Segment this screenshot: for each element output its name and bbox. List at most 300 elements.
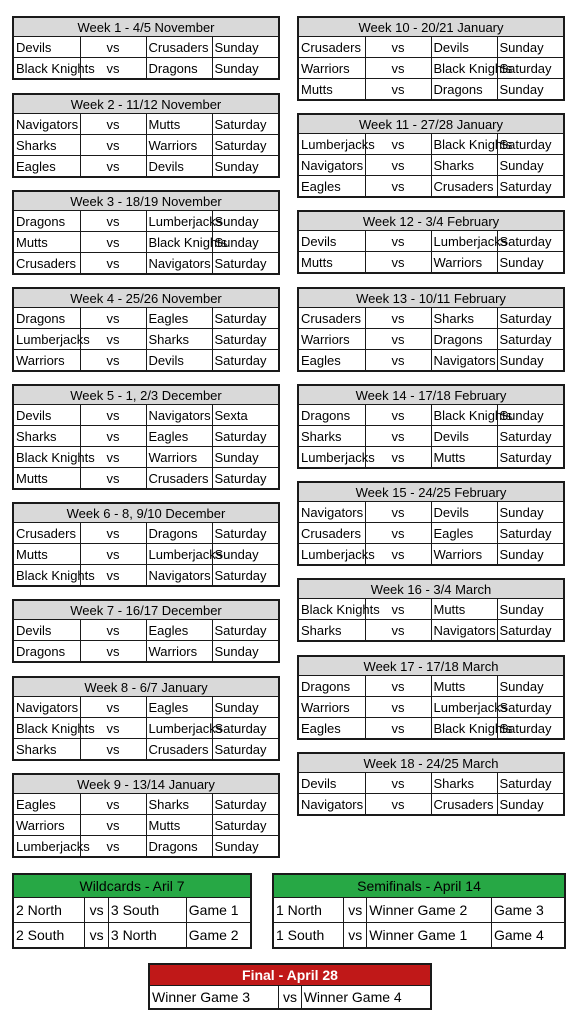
away-team: Mutts — [431, 447, 497, 468]
vs-label: vs — [80, 641, 146, 662]
vs-label: vs — [80, 253, 146, 274]
game-row — [299, 599, 563, 620]
home-team: 1 South — [274, 923, 344, 948]
block-title: Week 12 - 3/4 February — [299, 212, 563, 231]
block-title: Week 1 - 4/5 November — [14, 18, 278, 37]
day-label: Saturday — [212, 739, 278, 760]
away-team: Lumberjacks — [146, 544, 212, 565]
vs-label: vs — [365, 502, 431, 523]
day-label: Sunday — [497, 405, 563, 426]
game-row — [274, 898, 564, 923]
vs-label: vs — [80, 836, 146, 857]
week-18-table — [297, 752, 565, 816]
game-row — [14, 329, 278, 350]
vs-label: vs — [80, 718, 146, 739]
day-label: Saturday — [212, 329, 278, 350]
day-label: Game 3 — [491, 898, 564, 923]
away-team: Sharks — [146, 794, 212, 815]
vs-label: vs — [365, 405, 431, 426]
block-title: Week 16 - 3/4 March — [299, 580, 563, 599]
semifinals-table — [272, 873, 566, 949]
block-title: Semifinals - April 14 — [274, 875, 564, 898]
away-team: Dragons — [431, 79, 497, 100]
day-label: Saturday — [497, 447, 563, 468]
day-label: Saturday — [212, 114, 278, 135]
vs-label: vs — [80, 58, 146, 79]
home-team: Crusaders — [14, 253, 80, 274]
away-team: Winner Game 2 — [367, 898, 492, 923]
day-label: Saturday — [497, 523, 563, 544]
block-title: Week 7 - 16/17 December — [14, 601, 278, 620]
away-team: Crusaders — [431, 176, 497, 197]
week-3-table — [12, 190, 280, 275]
game-row — [14, 253, 278, 274]
home-team: Crusaders — [299, 523, 365, 544]
vs-label: vs — [365, 79, 431, 100]
home-team: Black Knights — [14, 565, 80, 586]
vs-label: vs — [365, 58, 431, 79]
day-label: Sunday — [212, 232, 278, 253]
day-label: Sunday — [497, 37, 563, 58]
home-team: Warriors — [14, 815, 80, 836]
block-title: Wildcards - Aril 7 — [14, 875, 250, 898]
game-row — [14, 156, 278, 177]
week-8-table — [12, 676, 280, 761]
game-row — [299, 447, 563, 468]
vs-label: vs — [80, 211, 146, 232]
away-team: Warriors — [431, 252, 497, 273]
day-label: Sunday — [497, 350, 563, 371]
home-team: Warriors — [299, 697, 365, 718]
home-team: Mutts — [14, 468, 80, 489]
home-team: Eagles — [299, 176, 365, 197]
block-title: Week 5 - 1, 2/3 December — [14, 386, 278, 405]
away-team: Lumberjacks — [431, 697, 497, 718]
game-row — [274, 923, 564, 948]
game-row — [299, 79, 563, 100]
away-team: Lumberjacks — [146, 718, 212, 739]
vs-label: vs — [365, 523, 431, 544]
game-row — [14, 135, 278, 156]
home-team: 1 North — [274, 898, 344, 923]
day-label: Saturday — [497, 697, 563, 718]
game-row — [14, 114, 278, 135]
week-15-table — [297, 481, 565, 566]
week-16-table — [297, 578, 565, 642]
away-team: Black Knights — [431, 405, 497, 426]
home-team: Devils — [299, 231, 365, 252]
vs-label: vs — [365, 426, 431, 447]
block-title: Week 13 - 10/11 February — [299, 289, 563, 308]
away-team: Black Knights — [431, 58, 497, 79]
away-team: Winner Game 4 — [301, 986, 430, 1009]
vs-label: vs — [80, 135, 146, 156]
day-label: Saturday — [497, 718, 563, 739]
game-row — [14, 794, 278, 815]
game-row — [299, 37, 563, 58]
home-team: 2 South — [14, 923, 85, 948]
week-9-table — [12, 773, 280, 858]
day-label: Sunday — [497, 155, 563, 176]
game-row — [299, 718, 563, 739]
vs-label: vs — [365, 620, 431, 641]
game-row — [14, 37, 278, 58]
vs-label: vs — [85, 898, 109, 923]
away-team: Eagles — [146, 308, 212, 329]
vs-label: vs — [365, 350, 431, 371]
away-team: Mutts — [146, 114, 212, 135]
day-label: Saturday — [212, 468, 278, 489]
home-team: Black Knights — [299, 599, 365, 620]
game-row — [14, 544, 278, 565]
game-row — [14, 426, 278, 447]
day-label: Sunday — [497, 676, 563, 697]
away-team: Warriors — [431, 544, 497, 565]
home-team: Warriors — [14, 350, 80, 371]
away-team: Navigators — [146, 565, 212, 586]
home-team: Dragons — [14, 641, 80, 662]
game-row — [14, 308, 278, 329]
home-team: Mutts — [14, 544, 80, 565]
home-team: Warriors — [299, 58, 365, 79]
week-4-table — [12, 287, 280, 372]
day-label: Saturday — [497, 426, 563, 447]
day-label: Saturday — [212, 815, 278, 836]
vs-label: vs — [80, 815, 146, 836]
away-team: Crusaders — [146, 739, 212, 760]
vs-label: vs — [365, 155, 431, 176]
game-row — [299, 523, 563, 544]
home-team: Devils — [299, 773, 365, 794]
home-team: Devils — [14, 37, 80, 58]
game-row — [14, 739, 278, 760]
game-row — [299, 58, 563, 79]
game-row — [299, 350, 563, 371]
week-14-table — [297, 384, 565, 469]
game-row — [299, 794, 563, 815]
away-team: Dragons — [431, 329, 497, 350]
day-label: Saturday — [497, 231, 563, 252]
home-team: Lumberjacks — [299, 544, 365, 565]
game-row — [299, 426, 563, 447]
day-label: Saturday — [497, 329, 563, 350]
home-team: Lumberjacks — [299, 447, 365, 468]
home-team: Dragons — [299, 405, 365, 426]
game-row — [14, 641, 278, 662]
block-title: Week 15 - 24/25 February — [299, 483, 563, 502]
game-row — [14, 447, 278, 468]
day-label: Saturday — [212, 523, 278, 544]
vs-label: vs — [344, 923, 367, 948]
away-team: Mutts — [146, 815, 212, 836]
away-team: Sharks — [431, 308, 497, 329]
home-team: Crusaders — [14, 523, 80, 544]
day-label: Saturday — [212, 794, 278, 815]
game-row — [299, 308, 563, 329]
day-label: Saturday — [212, 253, 278, 274]
vs-label: vs — [344, 898, 367, 923]
away-team: Eagles — [431, 523, 497, 544]
block-title: Week 4 - 25/26 November — [14, 289, 278, 308]
vs-label: vs — [80, 697, 146, 718]
vs-label: vs — [80, 620, 146, 641]
game-row — [14, 523, 278, 544]
away-team: Eagles — [146, 620, 212, 641]
away-team: Navigators — [431, 620, 497, 641]
game-row — [14, 620, 278, 641]
away-team: Black Knights — [146, 232, 212, 253]
away-team: Black Knights — [431, 134, 497, 155]
away-team: Devils — [431, 37, 497, 58]
home-team: Crusaders — [299, 308, 365, 329]
home-team: Black Knights — [14, 58, 80, 79]
day-label: Sunday — [497, 252, 563, 273]
game-row — [299, 773, 563, 794]
day-label: Game 2 — [186, 923, 250, 948]
day-label: Sunday — [212, 211, 278, 232]
home-team: Lumberjacks — [299, 134, 365, 155]
home-team: Lumberjacks — [14, 329, 80, 350]
home-team: Navigators — [299, 502, 365, 523]
home-team: Lumberjacks — [14, 836, 80, 857]
away-team: Mutts — [431, 599, 497, 620]
game-row — [299, 405, 563, 426]
game-row — [14, 468, 278, 489]
day-label: Saturday — [497, 308, 563, 329]
day-label: Sunday — [212, 544, 278, 565]
home-team: Dragons — [299, 676, 365, 697]
vs-label: vs — [365, 176, 431, 197]
away-team: Eagles — [146, 697, 212, 718]
away-team: Sharks — [431, 773, 497, 794]
game-row — [14, 923, 250, 948]
block-title: Week 3 - 18/19 November — [14, 192, 278, 211]
week-5-table — [12, 384, 280, 490]
away-team: Navigators — [146, 253, 212, 274]
away-team: 3 South — [108, 898, 186, 923]
block-title: Week 8 - 6/7 January — [14, 678, 278, 697]
block-title: Week 6 - 8, 9/10 December — [14, 504, 278, 523]
away-team: Navigators — [146, 405, 212, 426]
block-title: Week 2 - 11/12 November — [14, 95, 278, 114]
away-team: Sharks — [146, 329, 212, 350]
home-team: Sharks — [299, 426, 365, 447]
game-row — [299, 697, 563, 718]
vs-label: vs — [80, 468, 146, 489]
away-team: Navigators — [431, 350, 497, 371]
home-team: Sharks — [14, 135, 80, 156]
game-row — [14, 898, 250, 923]
home-team: Navigators — [299, 794, 365, 815]
away-team: Devils — [431, 502, 497, 523]
day-label: Saturday — [212, 718, 278, 739]
game-row — [299, 329, 563, 350]
vs-label: vs — [80, 37, 146, 58]
vs-label: vs — [365, 308, 431, 329]
day-label: Sunday — [212, 836, 278, 857]
game-row — [14, 718, 278, 739]
week-7-table — [12, 599, 280, 663]
home-team: Mutts — [14, 232, 80, 253]
day-label: Sunday — [497, 79, 563, 100]
day-label: Sunday — [212, 641, 278, 662]
day-label: Saturday — [212, 565, 278, 586]
day-label: Sunday — [212, 37, 278, 58]
vs-label: vs — [279, 986, 301, 1009]
game-row — [14, 58, 278, 79]
block-title: Week 10 - 20/21 January — [299, 18, 563, 37]
day-label: Sexta — [212, 405, 278, 426]
home-team: Mutts — [299, 252, 365, 273]
day-label: Saturday — [497, 620, 563, 641]
game-row — [14, 565, 278, 586]
day-label: Saturday — [212, 135, 278, 156]
home-team: Black Knights — [14, 447, 80, 468]
vs-label: vs — [80, 523, 146, 544]
vs-label: vs — [365, 329, 431, 350]
home-team: Devils — [14, 405, 80, 426]
away-team: Warriors — [146, 135, 212, 156]
vs-label: vs — [80, 426, 146, 447]
away-team: Warriors — [146, 447, 212, 468]
vs-label: vs — [365, 794, 431, 815]
block-title: Week 18 - 24/25 March — [299, 754, 563, 773]
away-team: Dragons — [146, 836, 212, 857]
game-row — [299, 134, 563, 155]
vs-label: vs — [365, 544, 431, 565]
home-team: Navigators — [14, 697, 80, 718]
away-team: Black Knights — [431, 718, 497, 739]
away-team: Crusaders — [146, 468, 212, 489]
vs-label: vs — [80, 308, 146, 329]
away-team: Mutts — [431, 676, 497, 697]
game-row — [299, 176, 563, 197]
away-team: Winner Game 1 — [367, 923, 492, 948]
away-team: Devils — [146, 156, 212, 177]
day-label: Saturday — [497, 176, 563, 197]
vs-label: vs — [80, 544, 146, 565]
home-team: Dragons — [14, 308, 80, 329]
game-row — [299, 252, 563, 273]
block-title: Week 14 - 17/18 February — [299, 386, 563, 405]
vs-label: vs — [365, 773, 431, 794]
week-11-table — [297, 113, 565, 198]
vs-label: vs — [365, 447, 431, 468]
week-1-table — [12, 16, 280, 80]
game-row — [299, 676, 563, 697]
day-label: Saturday — [497, 773, 563, 794]
day-label: Saturday — [212, 620, 278, 641]
home-team: Eagles — [299, 718, 365, 739]
vs-label: vs — [365, 697, 431, 718]
day-label: Sunday — [497, 599, 563, 620]
home-team: Eagles — [299, 350, 365, 371]
home-team: Navigators — [299, 155, 365, 176]
game-row — [299, 544, 563, 565]
home-team: Warriors — [299, 329, 365, 350]
vs-label: vs — [80, 739, 146, 760]
home-team: Mutts — [299, 79, 365, 100]
day-label: Saturday — [212, 350, 278, 371]
game-row — [14, 815, 278, 836]
week-2-table — [12, 93, 280, 178]
home-team: Eagles — [14, 156, 80, 177]
vs-label: vs — [80, 329, 146, 350]
day-label: Saturday — [497, 58, 563, 79]
day-label: Saturday — [212, 426, 278, 447]
wildcards-table — [12, 873, 252, 949]
day-label: Sunday — [212, 697, 278, 718]
vs-label: vs — [365, 134, 431, 155]
vs-label: vs — [365, 676, 431, 697]
game-row — [14, 211, 278, 232]
game-row — [14, 836, 278, 857]
away-team: Lumberjacks — [431, 231, 497, 252]
away-team: Crusaders — [431, 794, 497, 815]
away-team: Dragons — [146, 58, 212, 79]
day-label: Saturday — [497, 134, 563, 155]
away-team: Warriors — [146, 641, 212, 662]
home-team: Crusaders — [299, 37, 365, 58]
block-title: Week 17 - 17/18 March — [299, 657, 563, 676]
week-12-table — [297, 210, 565, 274]
game-row — [299, 620, 563, 641]
day-label: Saturday — [212, 308, 278, 329]
home-team: Sharks — [14, 426, 80, 447]
vs-label: vs — [365, 231, 431, 252]
week-17-table — [297, 655, 565, 740]
week-10-table — [297, 16, 565, 101]
home-team: Dragons — [14, 211, 80, 232]
game-row — [14, 405, 278, 426]
vs-label: vs — [365, 718, 431, 739]
home-team: Sharks — [299, 620, 365, 641]
game-row — [14, 232, 278, 253]
week-6-table — [12, 502, 280, 587]
home-team: Black Knights — [14, 718, 80, 739]
away-team: Devils — [431, 426, 497, 447]
home-team: Sharks — [14, 739, 80, 760]
home-team: Winner Game 3 — [150, 986, 279, 1009]
day-label: Sunday — [212, 447, 278, 468]
block-title: Week 9 - 13/14 January — [14, 775, 278, 794]
week-13-table — [297, 287, 565, 372]
home-team: Eagles — [14, 794, 80, 815]
game-row — [150, 986, 430, 1009]
away-team: Lumberjacks — [146, 211, 212, 232]
day-label: Sunday — [497, 502, 563, 523]
away-team: Crusaders — [146, 37, 212, 58]
game-row — [299, 231, 563, 252]
vs-label: vs — [80, 114, 146, 135]
away-team: Dragons — [146, 523, 212, 544]
vs-label: vs — [365, 37, 431, 58]
vs-label: vs — [80, 405, 146, 426]
game-row — [299, 155, 563, 176]
day-label: Sunday — [212, 156, 278, 177]
day-label: Sunday — [497, 794, 563, 815]
away-team: Sharks — [431, 155, 497, 176]
final-table — [148, 963, 432, 1010]
home-team: 2 North — [14, 898, 85, 923]
game-row — [299, 502, 563, 523]
vs-label: vs — [80, 156, 146, 177]
away-team: 3 North — [108, 923, 186, 948]
home-team: Devils — [14, 620, 80, 641]
game-row — [14, 697, 278, 718]
game-row — [14, 350, 278, 371]
vs-label: vs — [365, 252, 431, 273]
